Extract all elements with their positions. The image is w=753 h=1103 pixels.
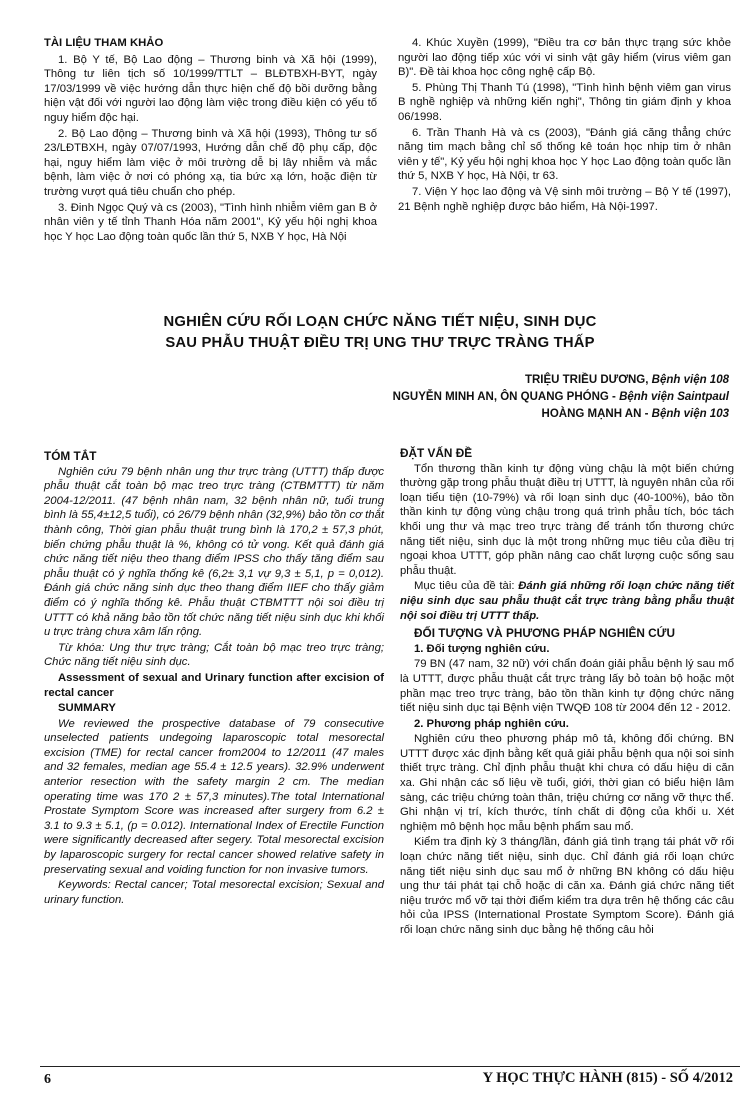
references-left-column: [44, 36, 377, 245]
affiliation: Bệnh viện Saintpaul: [619, 391, 729, 403]
reference-item: 1. Bộ Y tế, Bộ Lao động – Thương binh và Xã hội (1999), Thông tư liên tịch số 10/1999/TTLT – BLĐTBXH-BYT, ngày 17/03/1999 về việc hướng dẫn thực hiện chế độ bồi dưỡng bằng hiện vật đối với người lao động làm việc trong điều kiện có yếu tố nguy hiểm độc hại.: [44, 53, 377, 124]
references-right-column: [398, 36, 731, 215]
journal-footer: Y HỌC THỰC HÀNH (815) - SỐ 4/2012: [482, 1070, 733, 1086]
intro-paragraph: Tổn thương thần kinh tự động vùng chậu là một biến chứng thường gặp trong phẫu thuật điều trị UTTT, là nguyên nhân của rối loạn tiểu tiện (10-79%) và rối loạn sinh dục (40-100%), bảo tồn thần kinh tự động vùng chậu trong quá trình phẫu tích, bóc tách khối ung thư và mạc treo trực tràng để tránh tổn thương chức năng tiết niệu, sinh dục là một trong những mục tiêu của điều trị ngoại khoa UTTT, góp phần nâng cao chất lượng cuộc sống sau phẫu thuật.: [400, 462, 734, 577]
author-names: NGUYỄN MINH AN, ÔN QUANG PHÓNG -: [392, 391, 616, 403]
english-title: Assessment of sexual and Urinary function after excision of rectal cancer: [44, 671, 384, 699]
summary-heading: SUMMARY: [58, 702, 116, 715]
english-keywords: Keywords: Rectal cancer; Total mesorectal excision; Sexual and urinary function.: [44, 879, 384, 906]
methods-heading: ĐỐI TƯỢNG VÀ PHƯƠNG PHÁP NGHIÊN CỨU: [414, 626, 675, 641]
footer-divider: [40, 1066, 740, 1067]
methods-subheading: 2. Phương pháp nghiên cứu.: [414, 717, 569, 730]
reference-item: 5. Phùng Thị Thanh Tú (1998), "Tình hình bệnh viêm gan virus B nghề nghiệp và những kiến nghị", Thông tin giám định y khoa 06/1998.: [398, 81, 731, 123]
page-number: 6: [44, 1072, 51, 1087]
reference-item: 7. Viện Y học lao động và Vệ sinh môi trường – Bộ Y tế (1997), 21 Bệnh nghề nghiệp được bảo hiểm, Hà Nội-1997.: [398, 185, 731, 213]
body-column: [400, 443, 734, 939]
author-block: [169, 372, 729, 423]
reference-item: 2. Bộ Lao động – Thương binh và Xã hội (1993), Thông tư số 23/LĐTBXH, ngày 07/07/1993, Hướng dẫn chế độ phụ cấp, độc hại, nguy hiểm làm việc ở môi trường dễ bị lây nhiễm và mắc bệnh, làm việc ở nơi có phóng xạ, tia bức xạ lớn, hoặc điện từ trường vượt quá tiêu chuẩn cho phép.: [44, 127, 377, 198]
intro-heading: ĐẶT VẤN ĐỀ: [400, 446, 473, 460]
reference-item: 6. Trần Thanh Hà và cs (2003), "Đánh giá căng thẳng chức năng tim mạch bằng chỉ số thống kê toán học nhịp tim ở nhân viên y tế", Kỷ yếu hội nghị khoa học Y học Lao động toàn quốc lần thứ 5, NXB Y học, Hà Nội, tr 63.: [398, 126, 731, 183]
author-names: TRIỆU TRIỀU DƯƠNG,: [524, 374, 649, 386]
methods-paragraph: Nghiên cứu theo phương pháp mô tả, không đối chứng. BN UTTT được xác định bằng kết quả giải phẫu bệnh qua nội soi sinh thiết trực tràng. Chỉ định phẫu thuật khi chưa có dấu hiệu di căn xa. Ghi nhận các số liệu về tuổi, giới, thời gian có biểu hiện lâm sàng, các triệu chứng toàn thân, triệu chứng cơ năng vỡ thực thể. Ghi nhận vị trí, kích thước, tính chất di động của khối u. Xét nghiệm mô bệnh học mẫu bệnh phẩm sau mổ.: [400, 733, 734, 833]
aim-label: Mục tiêu của đề tài:: [414, 580, 515, 593]
references-heading: TÀI LIỆU THAM KHẢO: [44, 37, 164, 49]
article-title: [60, 312, 700, 354]
methods-paragraph: Kiểm tra định kỳ 3 tháng/lần, đánh giá tình trạng tái phát vỡ rối loạn chức năng tiết niệu, sinh dục. Chỉ đánh giá rối loạn chức năng tiết niệu sinh dục sau mổ ở những BN không có dấu hiệu ung thư tái phát tại chỗ hoặc di căn xa. Đánh giá chức năng tiết niệu trước mổ vỡ tại thời điểm kiểm tra dựa trên hệ thống các câu hỏi của IPSS (International Prostate Symptom Score). Đánh giá rối loạn chức năng sinh dục bằng hệ thống câu hỏi: [400, 836, 734, 936]
abstract-column: [44, 446, 384, 908]
affiliation: Bệnh viện 103: [651, 408, 729, 420]
summary-body: We reviewed the prospective database of 79 consecutive unselected patients undegoing laparoscopic total mesorectal excision (TME) for rectal cancer from2004 to 12/2011 (47 males and 32 females, median age 55.4 ± 12.5 years). 32.9% underwent anterior resection with the safety margin 2 cm. The median operating time was 170 2 ± 57,3 minutes).The total International Prostate Symptom Score was increased after surgery from 6.2 ± 3.1 to 9.3 ± 5.1, (p = 0.012). International Index of Erectile Function were significantly decreased after segery. Total mesorectal excision by laparoscopic surgery for rectal cancer showed relative safety in preservating sexual and voiding function for non invasive tumors.: [44, 717, 384, 876]
author-names: HOÀNG MẠNH AN -: [541, 408, 649, 420]
article-title-line: NGHIÊN CỨU RỐI LOẠN CHỨC NĂNG TIẾT NIỆU, SINH DỤC: [163, 314, 597, 330]
reference-item: 4. Khúc Xuyền (1999), "Điều tra cơ bản thực trạng sức khỏe người lao động tiếp xúc với vi sinh vật gây hiểm (virus viêm gan B)". Đề tài khoa học công nghệ cấp Bộ.: [398, 37, 731, 79]
author-line: [169, 372, 729, 389]
aim-paragraph: [400, 579, 734, 623]
methods-paragraph: 79 BN (47 nam, 32 nữ) với chẩn đoán giải phẫu bệnh lý sau mổ là UTTT, được phẫu thuật cắt trực tràng lấy bỏ toàn bộ hoặc một phần mạc treo trực tràng, bảo tồn thần kinh tự động chức năng tiết niệu sinh dục tại Bệnh viện TWQĐ 108 từ 2004 đến 12 - 2012.: [400, 658, 734, 715]
author-line: [169, 406, 729, 423]
abstract-heading: TÓM TẮT: [44, 449, 97, 463]
affiliation: Bệnh viện 108: [651, 374, 729, 386]
keywords: Từ khóa: Ung thư trực tràng; Cắt toàn bộ mạc treo trực tràng; Chức năng tiết niệu sinh dục.: [44, 641, 384, 669]
reference-item: 3. Đinh Ngọc Quý và cs (2003), "Tình hình nhiễm viêm gan B ở nhân viên y tế tỉnh Thanh Hóa năm 2001", Kỷ yếu hội nghị khoa học Y học Lao động toàn quốc lần thứ 5, NXB Y học, Hà Nội: [44, 201, 377, 243]
article-title-line: SAU PHẪU THUẬT ĐIỀU TRỊ UNG THƯ TRỰC TRÀNG THẤP: [165, 335, 595, 351]
abstract-body: Nghiên cứu 79 bệnh nhân ung thư trực tràng (UTTT) thấp được phẫu thuật cắt toàn bộ mạc treo trực tràng (CTBMTTT) từ năm 2004-12/2011. (47 bệnh nhân nam, 32 bệnh nhân nữ, tuổi trung bình là 55,4±12,5 tuổi), có 26/79 bệnh nhân (32,9%) bảo tồn cơ thắt thành công, Thời gian phẫu thuật trung bình là 170,2 ± 57,3 phút, biến chứng phẫu thuật là %, không có tử vong. Kết quả đánh giá chức năng tiết niệu theo thang điểm IPSS cho thấy tăng điểm sau phẫu thuật có ý nghĩa thống kê (6,2± 3,1 vự 9,3 ± 5,1, p = 0,012). Đánh giá chức năng sinh dục theo thang điểm IIEF cho thấy giảm điểm có ý nghĩa thống kê. Phẫu thuật CTBMTTT nội soi điều trị UTTT có khả năng bảo tồn tốt chức năng tiết niệu sinh dục khi khối u trực tràng chưa xâm lấn rộng.: [44, 465, 384, 639]
author-line: [169, 389, 729, 406]
aim-text: Đánh giá những rối loạn chức năng tiết niệu sinh dục sau phẫu thuật cắt trực tràng bằng phẫu thuật nội soi điều trị UTTT thấp.: [400, 580, 734, 622]
methods-subheading: 1. Đối tượng nghiên cứu.: [414, 642, 550, 655]
